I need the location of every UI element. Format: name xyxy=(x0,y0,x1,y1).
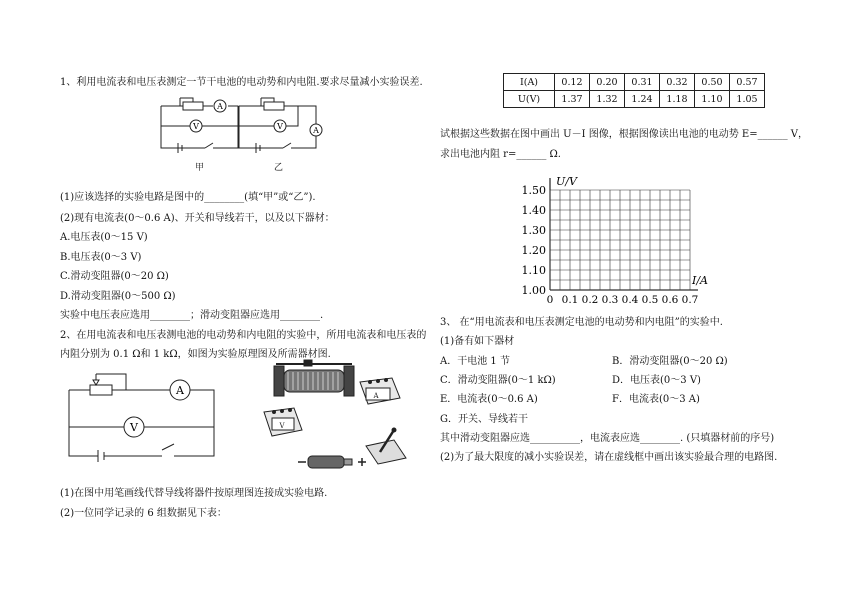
q1-option-b: B.电压表(0～3 V) xyxy=(60,252,142,263)
q1-option-d: D.滑动变阻器(0～500 Ω) xyxy=(60,291,176,302)
table-cell: 0.12 xyxy=(555,74,590,91)
row-label: I(A) xyxy=(504,74,555,91)
table-cell: 0.57 xyxy=(730,74,765,91)
q2-part2: (2)一位同学记录的 6 组数据见下表： xyxy=(60,508,227,519)
data-table xyxy=(503,73,765,108)
q1-part1: (1)应该选择的实验电路是图中的________(填“甲”或“乙”). xyxy=(60,192,316,203)
table-cell: 1.18 xyxy=(660,91,695,108)
q1-part3: 实验中电压表应选用________；滑动变阻器应选用________. xyxy=(60,310,324,321)
y-axis-label: U/V xyxy=(556,175,577,188)
q3-option-a: A．干电池 1 节 xyxy=(440,356,510,367)
q2-equipment-illustration xyxy=(262,360,412,480)
ammeter-symbol: A xyxy=(373,392,379,400)
ammeter-symbol: A xyxy=(176,384,184,397)
x-tick-label: 0.7 xyxy=(681,294,699,306)
table-cell: 0.20 xyxy=(590,74,625,91)
y-tick-label: 1.50 xyxy=(521,184,546,197)
y-tick-label: 1.10 xyxy=(521,264,546,277)
ammeter-symbol: A xyxy=(217,102,223,111)
voltmeter-symbol: V xyxy=(130,421,138,434)
table-cell: 0.32 xyxy=(660,74,695,91)
table-cell: 1.32 xyxy=(590,91,625,108)
q3-option-d: D．电压表(0～3 V) xyxy=(612,375,701,386)
voltmeter-symbol: V xyxy=(193,122,199,131)
q2-principle-circuit xyxy=(66,370,226,470)
ammeter-image xyxy=(360,378,400,404)
q2-stem-line1: 2、在用电流表和电压表测电池的电动势和内电阻的实验中，所用电流表和电压表的 xyxy=(60,330,427,341)
y-tick-label: 1.00 xyxy=(521,284,546,297)
ammeter-symbol: A xyxy=(313,126,319,135)
voltmeter-symbol: V xyxy=(279,422,285,430)
table-cell: 1.24 xyxy=(625,91,660,108)
battery-image xyxy=(298,456,366,468)
q3-option-g: G．开关、导线若干 xyxy=(440,414,528,425)
x-tick-label: 0.5 xyxy=(641,294,659,306)
x-tick-label: 0 xyxy=(546,294,554,306)
row-label: U(V) xyxy=(504,91,555,108)
q3-stem: 3、 在“用电流表和电压表测定电池的电动势和内电阻”的实验中. xyxy=(440,317,723,328)
q2-part3-line1: 试根据这些数据在图中画出 U－I 图像，根据图像读出电池的电动势 E=______ V， xyxy=(440,129,808,140)
rheostat-image xyxy=(274,360,354,396)
table-row xyxy=(504,74,765,91)
q2-stem-line2: 内阻分别为 0.1 Ω和 1 kΩ，如图为实验原理图及所需器材图. xyxy=(60,349,331,360)
voltmeter-symbol: V xyxy=(277,122,283,131)
x-tick-label: 0.6 xyxy=(661,294,679,306)
y-tick-label: 1.40 xyxy=(521,204,546,217)
x-tick-label: 0.3 xyxy=(601,294,619,306)
q3-part1-answer: 其中滑动变阻器应选__________，电流表应选________. (只填器材前的序号) xyxy=(440,433,775,444)
x-tick-label: 0.1 xyxy=(561,294,579,306)
switch-image xyxy=(366,428,406,464)
q1-part2: (2)现有电流表(0～0.6 A)、开关和导线若干，以及以下器材： xyxy=(60,213,335,224)
table-cell: 1.10 xyxy=(695,91,730,108)
q3-option-e: E．电流表(0～0.6 A) xyxy=(440,394,538,405)
x-tick-label: 0.2 xyxy=(581,294,599,306)
q3-option-f: F．电流表(0～3 A) xyxy=(612,394,700,405)
circuit-jia-diagram xyxy=(158,96,248,156)
x-tick-label: 0.4 xyxy=(621,294,639,306)
q2-part3-line2: 求出电池内阻 r=______ Ω. xyxy=(440,149,561,160)
label-jia: 甲 xyxy=(195,163,205,173)
q1-stem: 1、利用电流表和电压表测定一节干电池的电动势和内电阻.要求尽量减小实验误差. xyxy=(60,77,423,88)
x-axis-label: I/A xyxy=(692,274,708,287)
q3-option-b: B．滑动变阻器(0～20 Ω) xyxy=(612,356,728,367)
label-yi: 乙 xyxy=(274,163,284,173)
circuit-yi-diagram xyxy=(236,96,326,156)
q3-part2: (2)为了最大限度的减小实验误差，请在虚线框中画出该实验最合理的电路图. xyxy=(440,452,778,463)
q1-option-c: C.滑动变阻器(0～20 Ω) xyxy=(60,271,169,282)
table-cell: 0.31 xyxy=(625,74,660,91)
voltmeter-image xyxy=(264,408,302,436)
y-tick-label: 1.30 xyxy=(521,224,546,237)
u-i-graph xyxy=(500,165,720,315)
table-cell: 1.37 xyxy=(555,91,590,108)
y-tick-label: 1.20 xyxy=(521,244,546,257)
q2-part1: (1)在图中用笔画线代替导线将器件按原理图连接成实验电路. xyxy=(60,488,328,499)
q1-option-a: A.电压表(0～15 V) xyxy=(60,232,148,243)
table-cell: 0.50 xyxy=(695,74,730,91)
table-row xyxy=(504,91,765,108)
table-cell: 1.05 xyxy=(730,91,765,108)
q3-option-c: C．滑动变阻器(0～1 kΩ) xyxy=(440,375,556,386)
q3-part1: (1)备有如下器材 xyxy=(440,336,515,347)
